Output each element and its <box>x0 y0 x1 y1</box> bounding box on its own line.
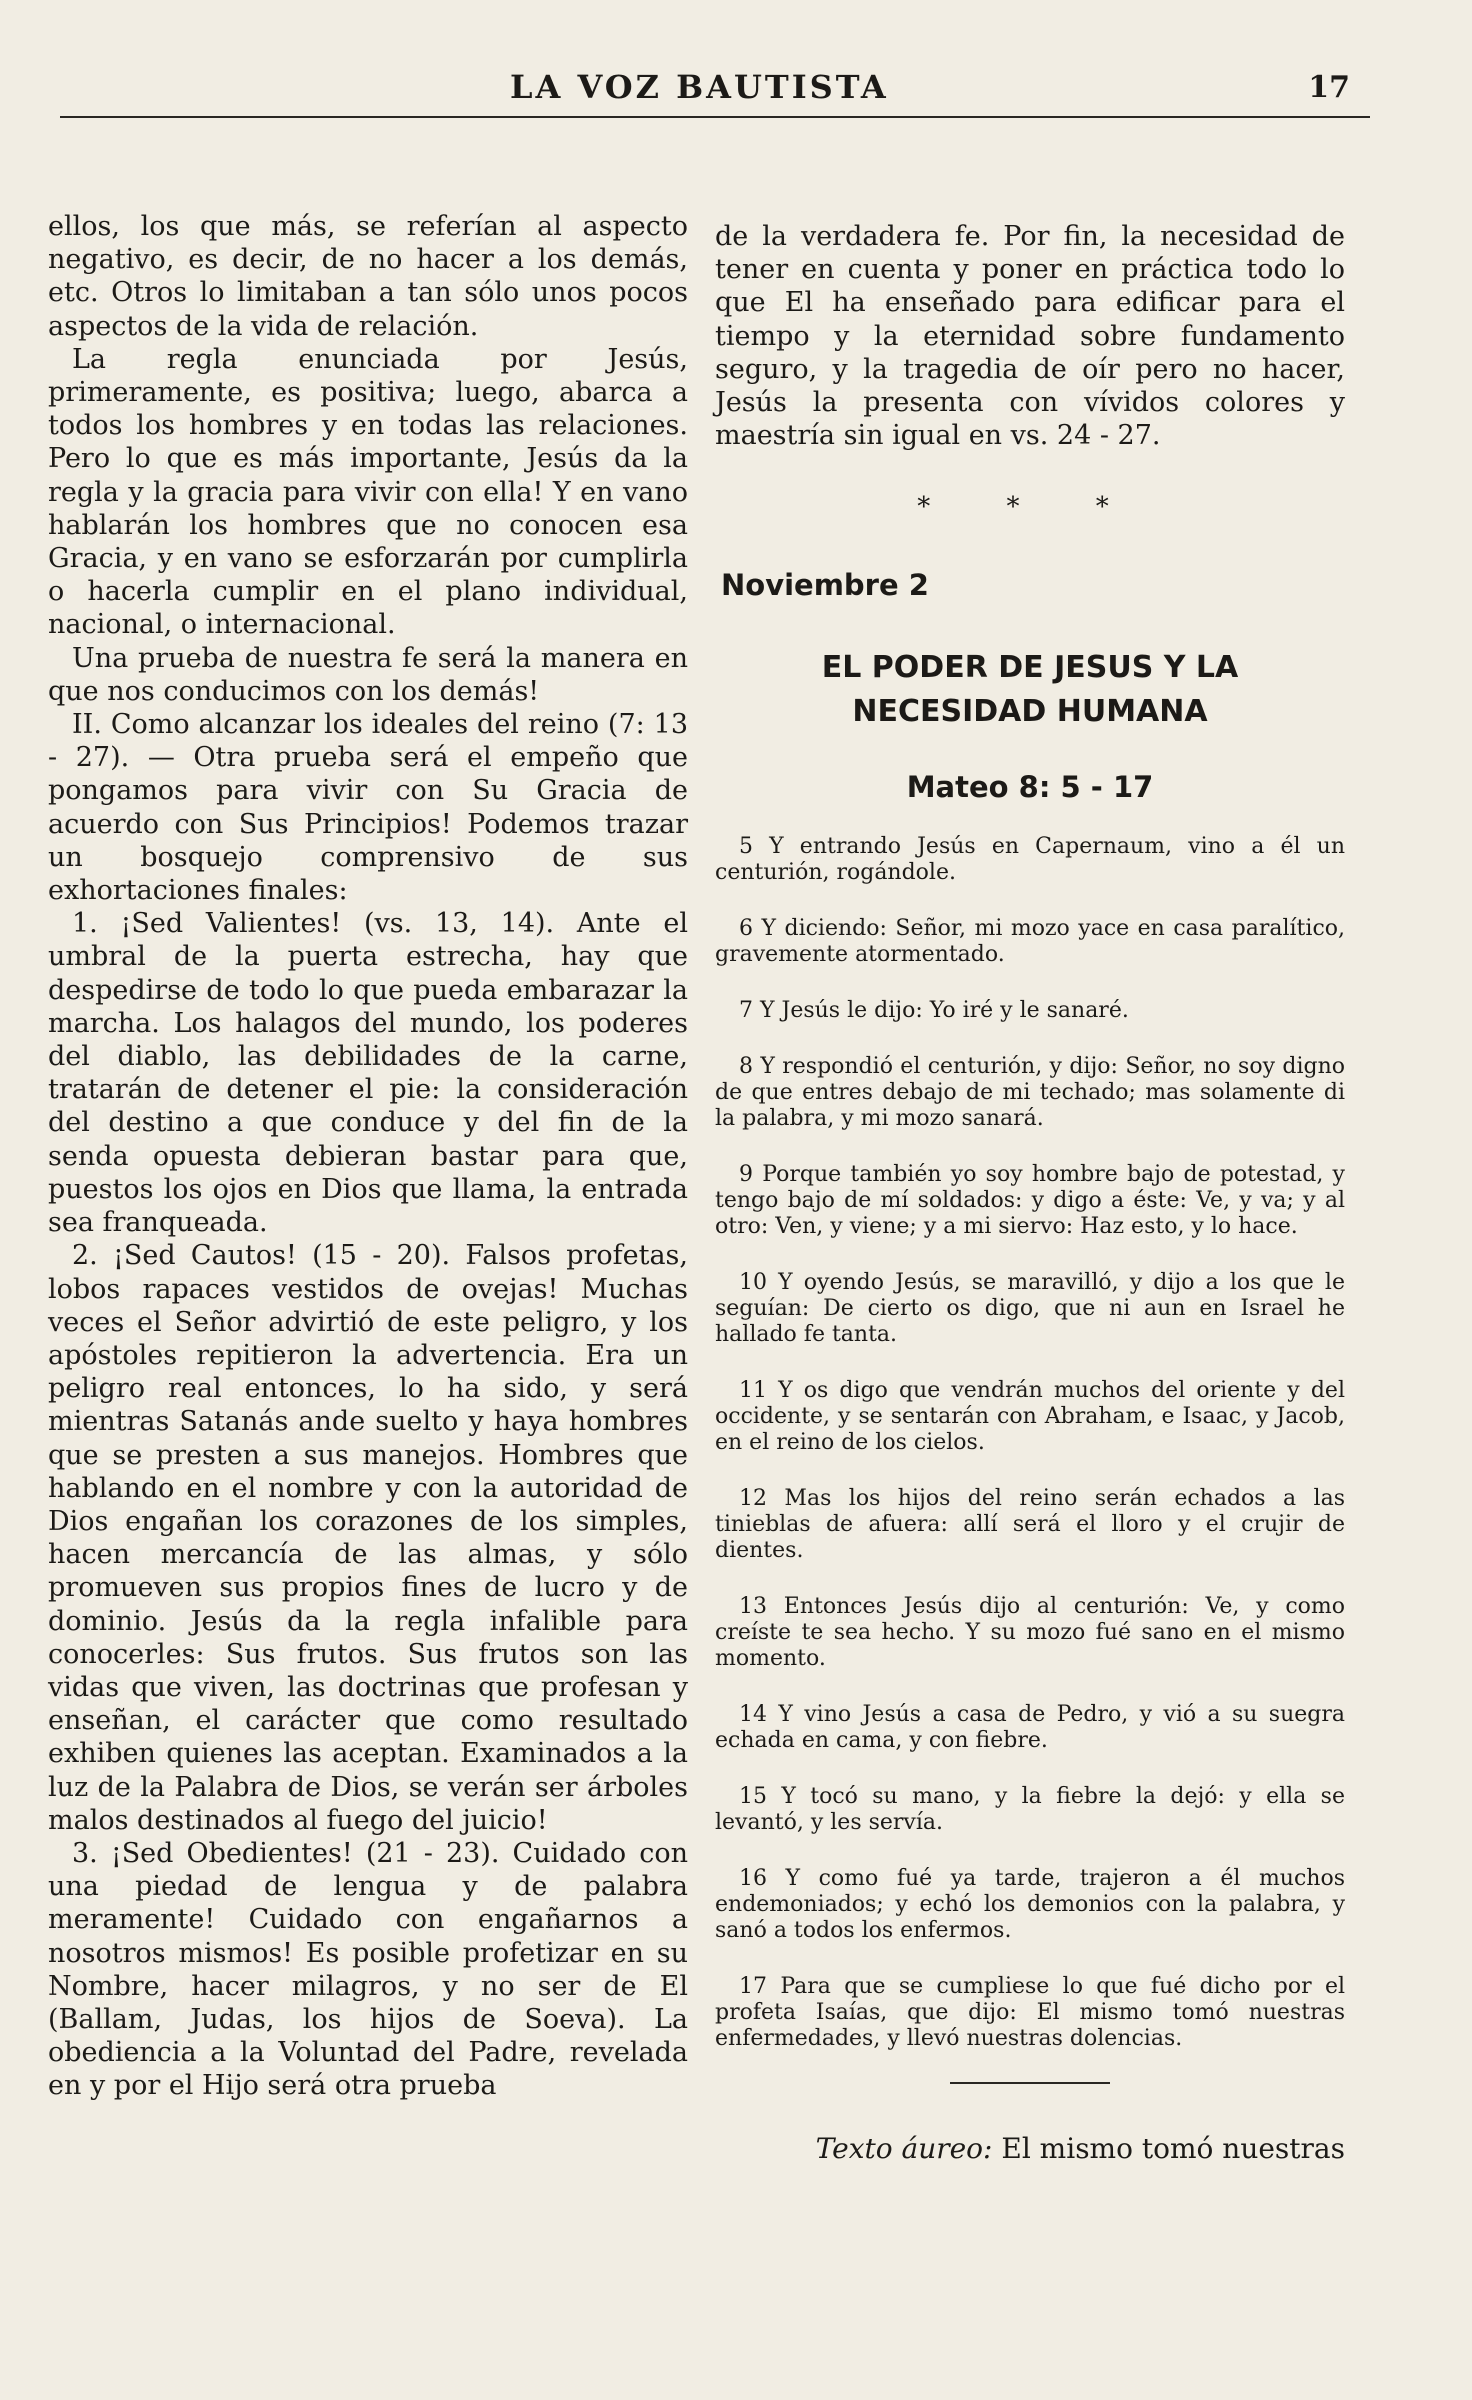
paragraph: ellos, los que más, se referían al aspecto negativo, es decir, de no hacer a los demás, etc. Otros lo limitaban a tan sólo unos pocos aspectos de la vida de relación. <box>48 211 688 342</box>
verse: 14 Y vino Jesús a casa de Pedro, y vió a su suegra echada en cama, y con fiebre. <box>715 1702 1345 1754</box>
page-header <box>40 60 1370 120</box>
header-rule <box>60 116 1370 118</box>
golden-text-label: Texto áureo: <box>815 2132 993 2166</box>
continued-paragraph: de la verdadera fe. Por fin, la necesidad de tener en cuenta y poner en práctica todo lo que El ha enseñado para edificar para el tiempo y la eternidad sobre fundamento seguro, y la tragedia de oír pero no hacer, Jesús la presenta con vívidos colores y maestría sin igual en vs. 24 - 27. <box>715 221 1345 452</box>
paragraph: Una prueba de nuestra fe será la manera en que nos conducimos con los demás! <box>48 642 688 707</box>
lesson-date: Noviembre 2 <box>721 568 929 603</box>
lesson-title <box>715 646 1345 734</box>
verse: 12 Mas los hijos del reino serán echados a las tinieblas de afuera: allí será el lloro y el crujir de dientes. <box>715 1486 1345 1564</box>
golden-text-value: El mismo tomó nuestras <box>1001 2132 1345 2166</box>
left-column <box>48 210 688 2103</box>
verse: 5 Y entrando Jesús en Capernaum, vino a él un centurión, rogándole. <box>715 834 1345 886</box>
verse: 15 Y tocó su mano, y la fiebre la dejó: y ella se levantó, y les servía. <box>715 1784 1345 1836</box>
section-heading-paragraph: II. Como alcanzar los ideales del reino (7: 13 - 27). — Otra prueba será el empeño que pongamos para vivir con Su Gracia de acuerdo con Sus Principios! Podemos trazar un bosquejo comprensivo de sus exhortaciones finales: <box>48 709 688 907</box>
divider-rule <box>950 2082 1110 2084</box>
publication-title: LA VOZ BAUTISTA <box>510 68 889 106</box>
verse: 16 Y como fué ya tarde, trajeron a él muchos endemoniados; y echó los demonios con la palabra, y sanó a todos los enfermos. <box>715 1866 1345 1944</box>
verse: 17 Para que se cumpliese lo que fué dicho por el profeta Isaías, que dijo: El mismo tomó nuestras enfermedades, y llevó nuestras dolencias. <box>715 1974 1345 2052</box>
lesson-title-line: NECESIDAD HUMANA <box>852 694 1208 730</box>
verse: 6 Y diciendo: Señor, mi mozo yace en casa paralítico, gravemente atormentado. <box>715 916 1345 968</box>
verse: 9 Porque también yo soy hombre bajo de potestad, y tengo bajo de mí soldados: y digo a éste: Ve, y va; y al otro: Ven, y viene; y a mi siervo: Haz esto, y lo hace. <box>715 1162 1345 1240</box>
verse: 8 Y respondió el centurión, y dijo: Señor, no soy digno de que entres debajo de mi techado; mas solamente di la palabra, y mi mozo sanará. <box>715 1054 1345 1132</box>
scripture-reference: Mateo 8: 5 - 17 <box>906 770 1154 805</box>
verse: 7 Y Jesús le dijo: Yo iré y le sanaré. <box>739 998 1129 1024</box>
point-valientes: 1. ¡Sed Valientes! (vs. 13, 14). Ante el umbral de la puerta estrecha, hay que despedirse de todo lo que pueda embarazar la marcha. Los halagos del mundo, los poderes del diablo, las debilidades de la carne, tratarán de detener el pie: la consideración del destino a que conduce y del fin de la senda opuesta debieran bastar para que, puestos los ojos en Dios que llama, la entrada sea franqueada. <box>48 908 688 1239</box>
verse: 11 Y os digo que vendrán muchos del oriente y del occidente, y se sentarán con Abraham, e Isaac, y Jacob, en el reino de los cielos. <box>715 1378 1345 1456</box>
point-cautos: 2. ¡Sed Cautos! (15 - 20). Falsos profetas, lobos rapaces vestidos de ovejas! Muchas veces el Señor advirtió de este peligro, y los apóstoles repitieron la advertencia. Era un peligro real entonces, lo ha sido, y será mientras Satanás ande suelto y haya hombres que se presten a sus manejos. Hombres que hablando en el nombre y con la autoridad de Dios engañan los corazones de los simples, hacen mercancía de las almas, y sólo promueven sus propios fines de lucro y de dominio. Jesús da la regla infalible para conocerles: Sus frutos. Sus frutos son las vidas que viven, las doctrinas que profesan y enseñan, el carácter que como resultado exhiben quienes las aceptan. Examinados a la luz de la Palabra de Dios, se verán ser árboles malos destinados al fuego del juicio! <box>48 1240 688 1836</box>
verse: 13 Entonces Jesús dijo al centurión: Ve, y como creíste te sea hecho. Y su mozo fué sano en el mismo momento. <box>715 1594 1345 1672</box>
verse: 10 Y oyendo Jesús, se maravilló, y dijo a los que le seguían: De cierto os digo, que ni aun en Israel he hallado fe tanta. <box>715 1270 1345 1348</box>
golden-text <box>715 2132 1345 2166</box>
point-obedientes: 3. ¡Sed Obedientes! (21 - 23). Cuidado con una piedad de lengua y de palabra meramente! Cuidado con engañarnos a nosotros mismos! Es posible profetizar en su Nombre, hacer milagros, y no ser de El (Ballam, Judas, los hijos de Soeva). La obediencia a la Voluntad del Padre, revelada en y por el Hijo será otra prueba <box>48 1837 688 2102</box>
page-number: 17 <box>1308 70 1350 105</box>
section-separator: * * * <box>917 492 1143 523</box>
right-column <box>715 220 1345 2166</box>
lesson-title-line: EL PODER DE JESUS Y LA <box>821 650 1239 686</box>
paragraph: La regla enunciada por Jesús, primeramente, es positiva; luego, abarca a todos los hombres y en todas las relaciones. Pero lo que es más importante, Jesús da la regla y la gracia para vivir con ella! Y en vano hablarán los hombres que no conocen esa Gracia, y en vano se esforzarán por cumplirla o hacerla cumplir en el plano individual, nacional, o internacional. <box>48 343 688 641</box>
